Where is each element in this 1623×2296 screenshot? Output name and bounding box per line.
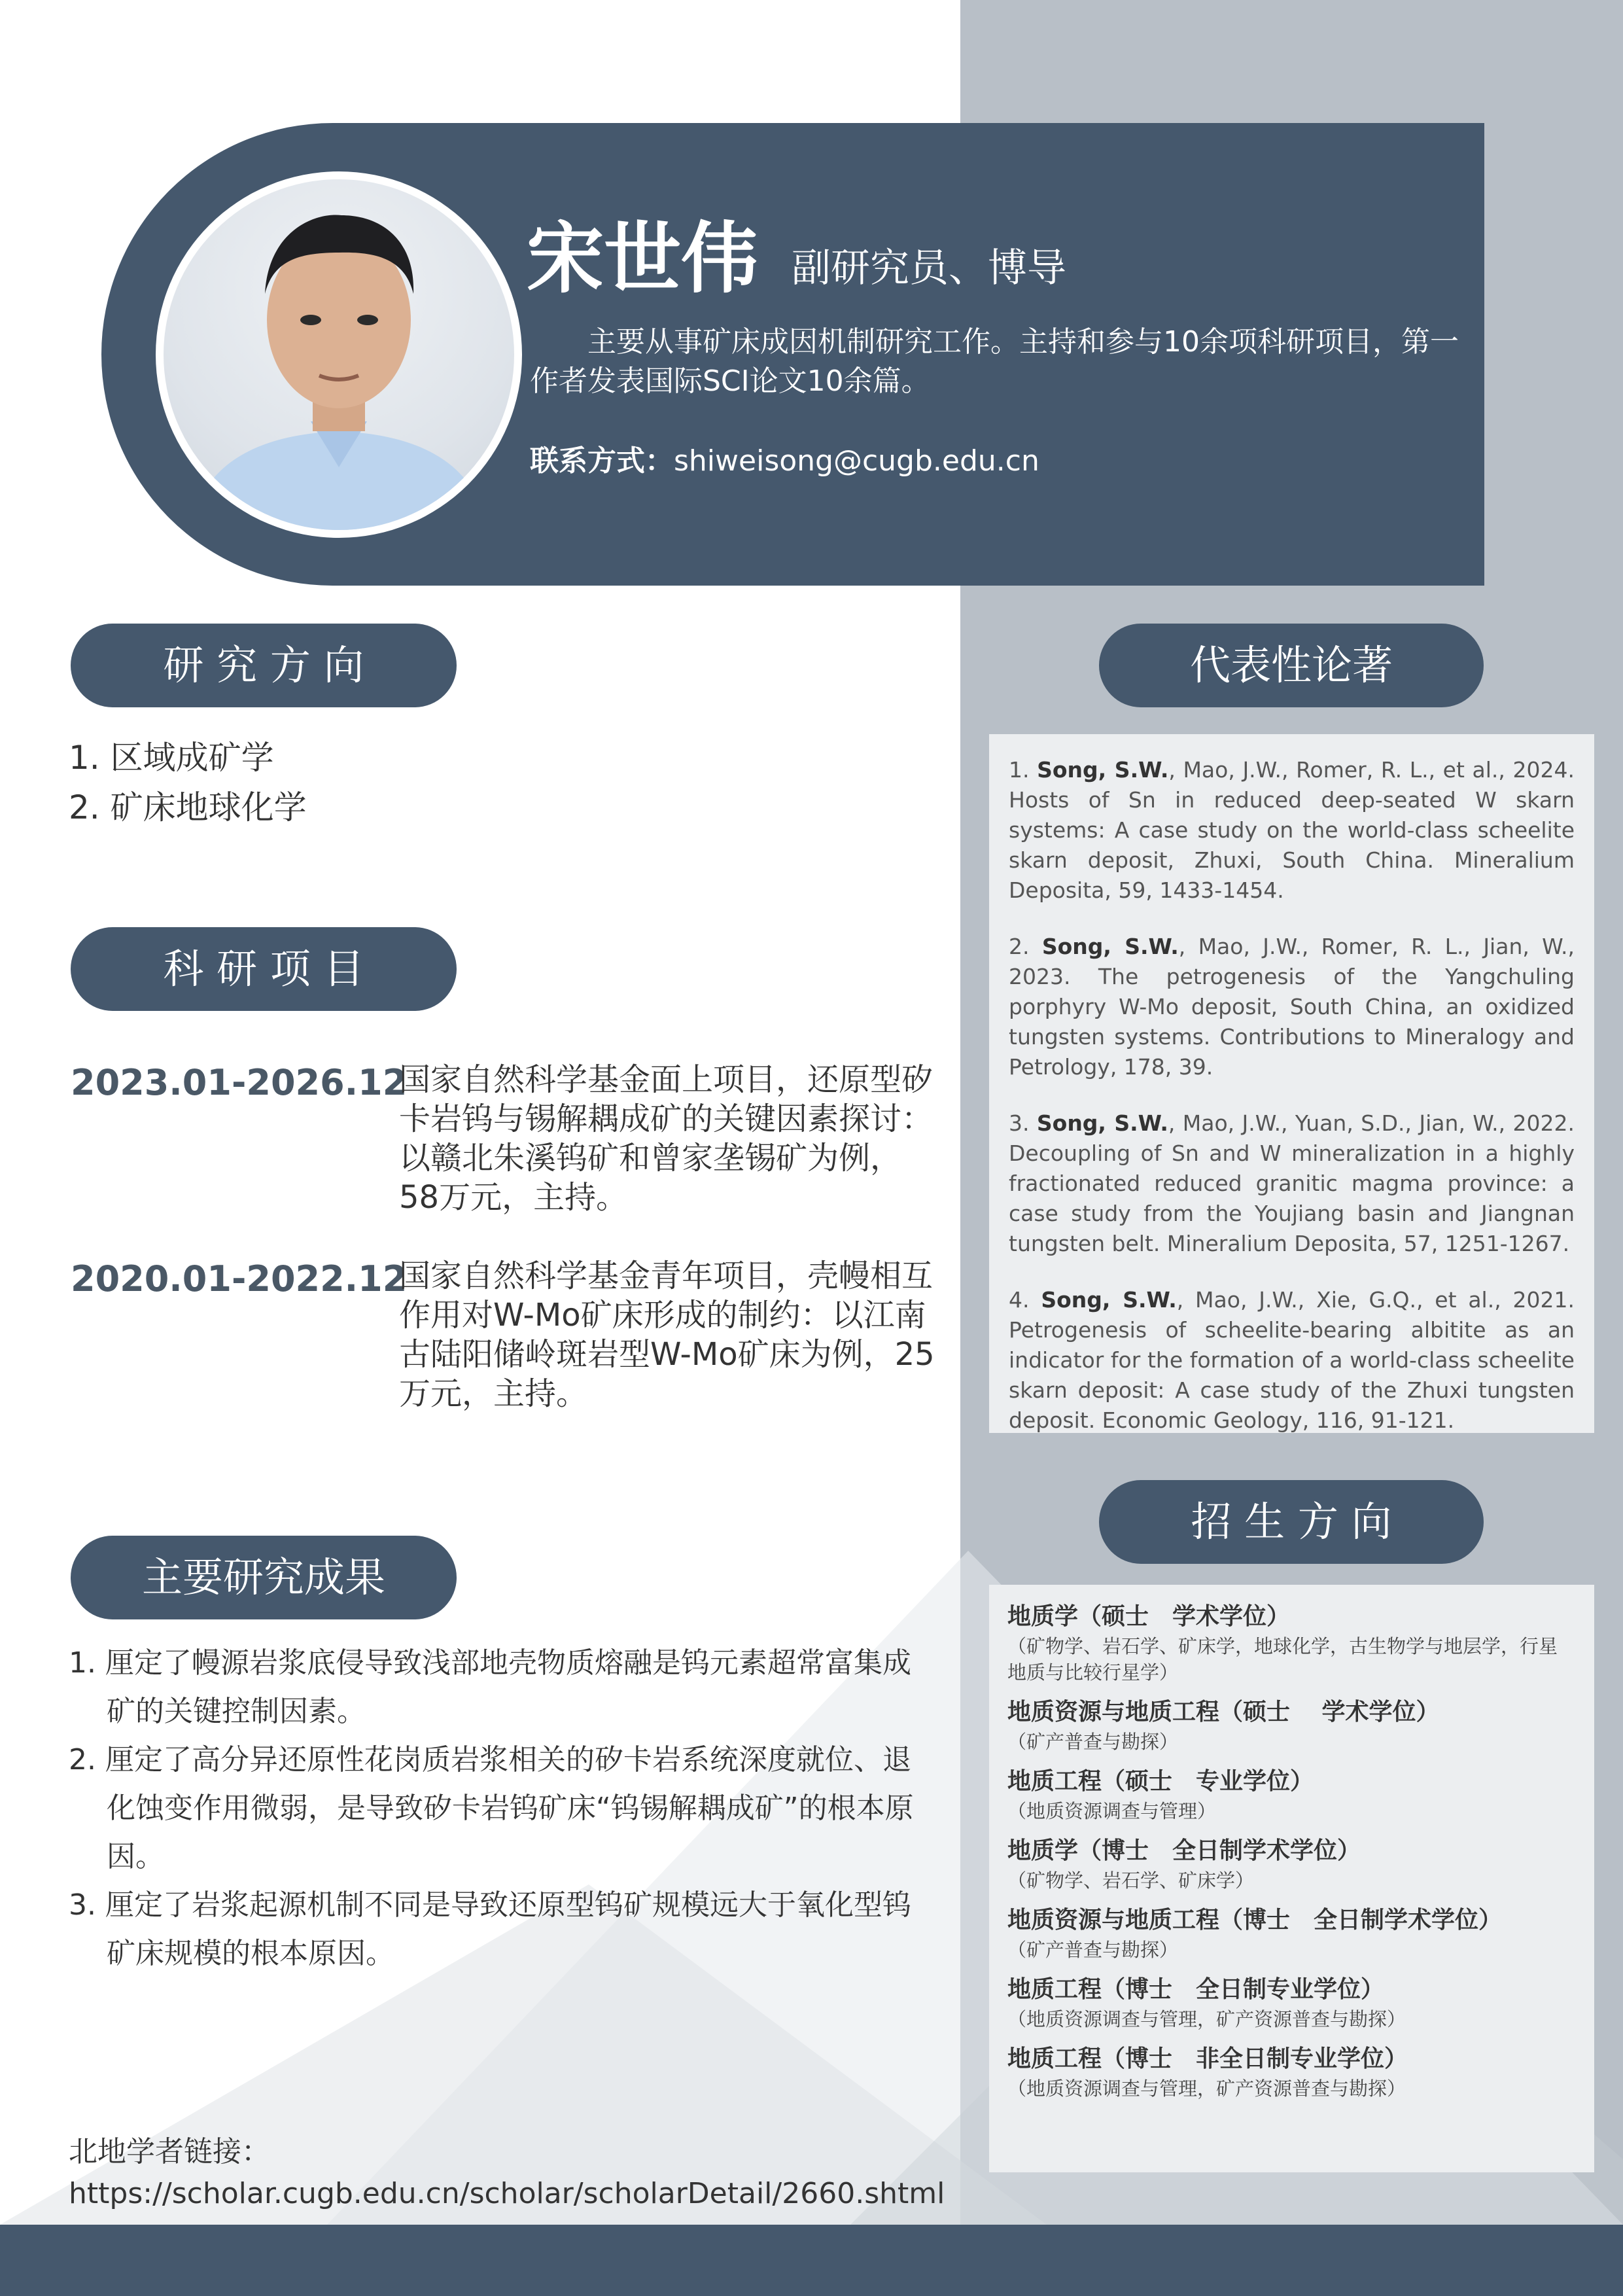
paper-author: Song, S.W. bbox=[1036, 1110, 1168, 1136]
achievements-list bbox=[69, 1639, 932, 1978]
paper-entry bbox=[1009, 1108, 1575, 1259]
admission-program: 地质学（博士 全日制学术学位） bbox=[1007, 1837, 1361, 1864]
portrait-photo bbox=[164, 179, 514, 530]
admission-entry bbox=[1007, 2043, 1576, 2102]
paper-entry bbox=[1009, 1285, 1575, 1436]
person-name: 宋世伟 bbox=[527, 213, 759, 304]
project-description: 国家自然科学基金面上项目，还原型矽卡岩钨与锡解耦成矿的关键因素探讨：以赣北朱溪钨矿和曾家垄锡矿为例，58万元，主持。 bbox=[399, 1061, 934, 1216]
admission-program: 地质资源与地质工程（硕士 学术学位） bbox=[1007, 1699, 1440, 1725]
admission-specialty: （地质资源调查与管理，矿产资源普查与勘探） bbox=[1007, 2008, 1406, 2030]
research-item: 1. 区域成矿学 bbox=[69, 739, 274, 777]
paper-citation: , Mao, J.W., Romer, R. L., et al., 2024. Hosts of Sn in reduced deep-seated W skarn systems: A case study on the world-class scheelite skarn deposit, Zhuxi, South China. Mineralium Deposita, 59, 1433-1454. bbox=[1009, 757, 1575, 903]
projects-heading: 科 研 项 目 bbox=[71, 927, 457, 1011]
paper-number: 1. bbox=[1009, 757, 1030, 783]
admission-program: 地质学（硕士 学术学位） bbox=[1007, 1603, 1291, 1630]
achievements-heading: 主要研究成果 bbox=[71, 1536, 457, 1619]
contact-label: 联系方式： bbox=[530, 444, 674, 478]
contact-line bbox=[530, 438, 1039, 484]
admission-specialty: （矿物学、岩石学、矿床学，地球化学，古生物学与地层学，行星地质与比较行星学） bbox=[1007, 1635, 1558, 1684]
project-date: 2020.01-2022.12 bbox=[71, 1258, 408, 1299]
paper-number: 4. bbox=[1009, 1287, 1030, 1313]
research-item: 2. 矿床地球化学 bbox=[69, 788, 307, 826]
admission-entry bbox=[1007, 1765, 1576, 1824]
admission-entry bbox=[1007, 1600, 1576, 1686]
admission-specialty: （矿产普查与勘探） bbox=[1007, 1939, 1179, 1961]
paper-number: 3. bbox=[1009, 1110, 1030, 1136]
portrait-illustration bbox=[164, 179, 514, 530]
paper-author: Song, S.W. bbox=[1037, 757, 1169, 783]
paper-citation: , Mao, J.W., Xie, G.Q., et al., 2021. Petrogenesis of scheelite-bearing albitite as an indicator for the formation of a world-class scheelite skarn deposit: A case study of the Zhuxi tungsten deposit. Economic Geology, 116, 91-121. bbox=[1009, 1287, 1575, 1433]
paper-number: 2. bbox=[1009, 934, 1030, 959]
achievement-item: 2. 厘定了高分异还原性花岗质岩浆相关的矽卡岩系统深度就位、退化蚀变作用微弱，是导致矽卡岩钨矿床“钨锡解耦成矿”的根本原因。 bbox=[69, 1743, 914, 1873]
admission-entry bbox=[1007, 1696, 1576, 1755]
admission-specialty: （矿产普查与勘探） bbox=[1007, 1731, 1179, 1753]
paper-citation: , Mao, J.W., Yuan, S.D., Jian, W., 2022. Decoupling of Sn and W mineralization in a highly fractionated reduced granitic magma province: a case study from the Youjiang basin and Jiangnan tungsten belt. Mineralium Deposita, 57, 1251-1267. bbox=[1009, 1110, 1575, 1256]
admission-program: 地质资源与地质工程（博士 全日制学术学位） bbox=[1007, 1907, 1503, 1934]
research-list bbox=[69, 733, 307, 832]
project-date: 2023.01-2026.12 bbox=[71, 1062, 408, 1103]
project-description: 国家自然科学基金青年项目，壳幔相互作用对W-Mo矿床形成的制约：以江南古陆阳储岭斑岩型W-Mo矿床为例，25万元，主持。 bbox=[399, 1258, 935, 1412]
admission-program: 地质工程（博士 全日制专业学位） bbox=[1007, 1976, 1385, 2003]
admissions-heading: 招 生 方 向 bbox=[1099, 1480, 1484, 1564]
bottom-bar bbox=[0, 2225, 1623, 2296]
scholar-link-block bbox=[69, 2131, 945, 2215]
achievement-item: 3. 厘定了岩浆起源机制不同是导致还原型钨矿规模远大于氧化型钨矿床规模的根本原因。 bbox=[69, 1888, 911, 1970]
paper-author: Song, S.W. bbox=[1041, 934, 1179, 959]
paper-author: Song, S.W. bbox=[1041, 1287, 1177, 1313]
admission-entry bbox=[1007, 1904, 1576, 1963]
achievement-item: 1. 厘定了幔源岩浆底侵导致浅部地壳物质熔融是钨元素超常富集成矿的关键控制因素。 bbox=[69, 1646, 911, 1728]
contact-email[interactable]: shiweisong@cugb.edu.cn bbox=[674, 444, 1039, 478]
paper-entry bbox=[1009, 755, 1575, 906]
paper-citation: , Mao, J.W., Romer, R. L., Jian, W., 2023. The petrogenesis of the Yangchuling porphyry W-Mo deposit, South China, an oxidized tungsten systems. Contributions to Mineralogy and Petrology, 178, 39. bbox=[1009, 934, 1575, 1080]
research-heading: 研 究 方 向 bbox=[71, 624, 457, 707]
admission-specialty: （地质资源调查与管理） bbox=[1007, 1800, 1217, 1822]
intro-text bbox=[530, 323, 1459, 401]
paper-entry bbox=[1009, 932, 1575, 1082]
admission-specialty: （地质资源调查与管理，矿产资源普查与勘探） bbox=[1007, 2077, 1406, 2100]
admission-specialty: （矿物学、岩石学、矿床学） bbox=[1007, 1869, 1255, 1892]
papers-card bbox=[989, 734, 1594, 1433]
admission-program: 地质工程（硕士 专业学位） bbox=[1007, 1768, 1314, 1795]
admission-entry bbox=[1007, 1973, 1576, 2032]
admission-program: 地质工程（博士 非全日制专业学位） bbox=[1007, 2045, 1408, 2072]
admission-entry bbox=[1007, 1835, 1576, 1894]
scholar-link-url[interactable]: https://scholar.cugb.edu.cn/scholar/scholarDetail/2660.shtml bbox=[69, 2177, 945, 2210]
scholar-link-label: 北地学者链接： bbox=[69, 2135, 270, 2168]
papers-heading: 代表性论著 bbox=[1099, 624, 1484, 707]
admissions-card bbox=[989, 1585, 1594, 2172]
person-title: 副研究员、博导 bbox=[792, 245, 1066, 291]
intro-body: 主要从事矿床成因机制研究工作。主持和参与10余项科研项目，第一作者发表国际SCI论文10余篇。 bbox=[530, 325, 1459, 398]
